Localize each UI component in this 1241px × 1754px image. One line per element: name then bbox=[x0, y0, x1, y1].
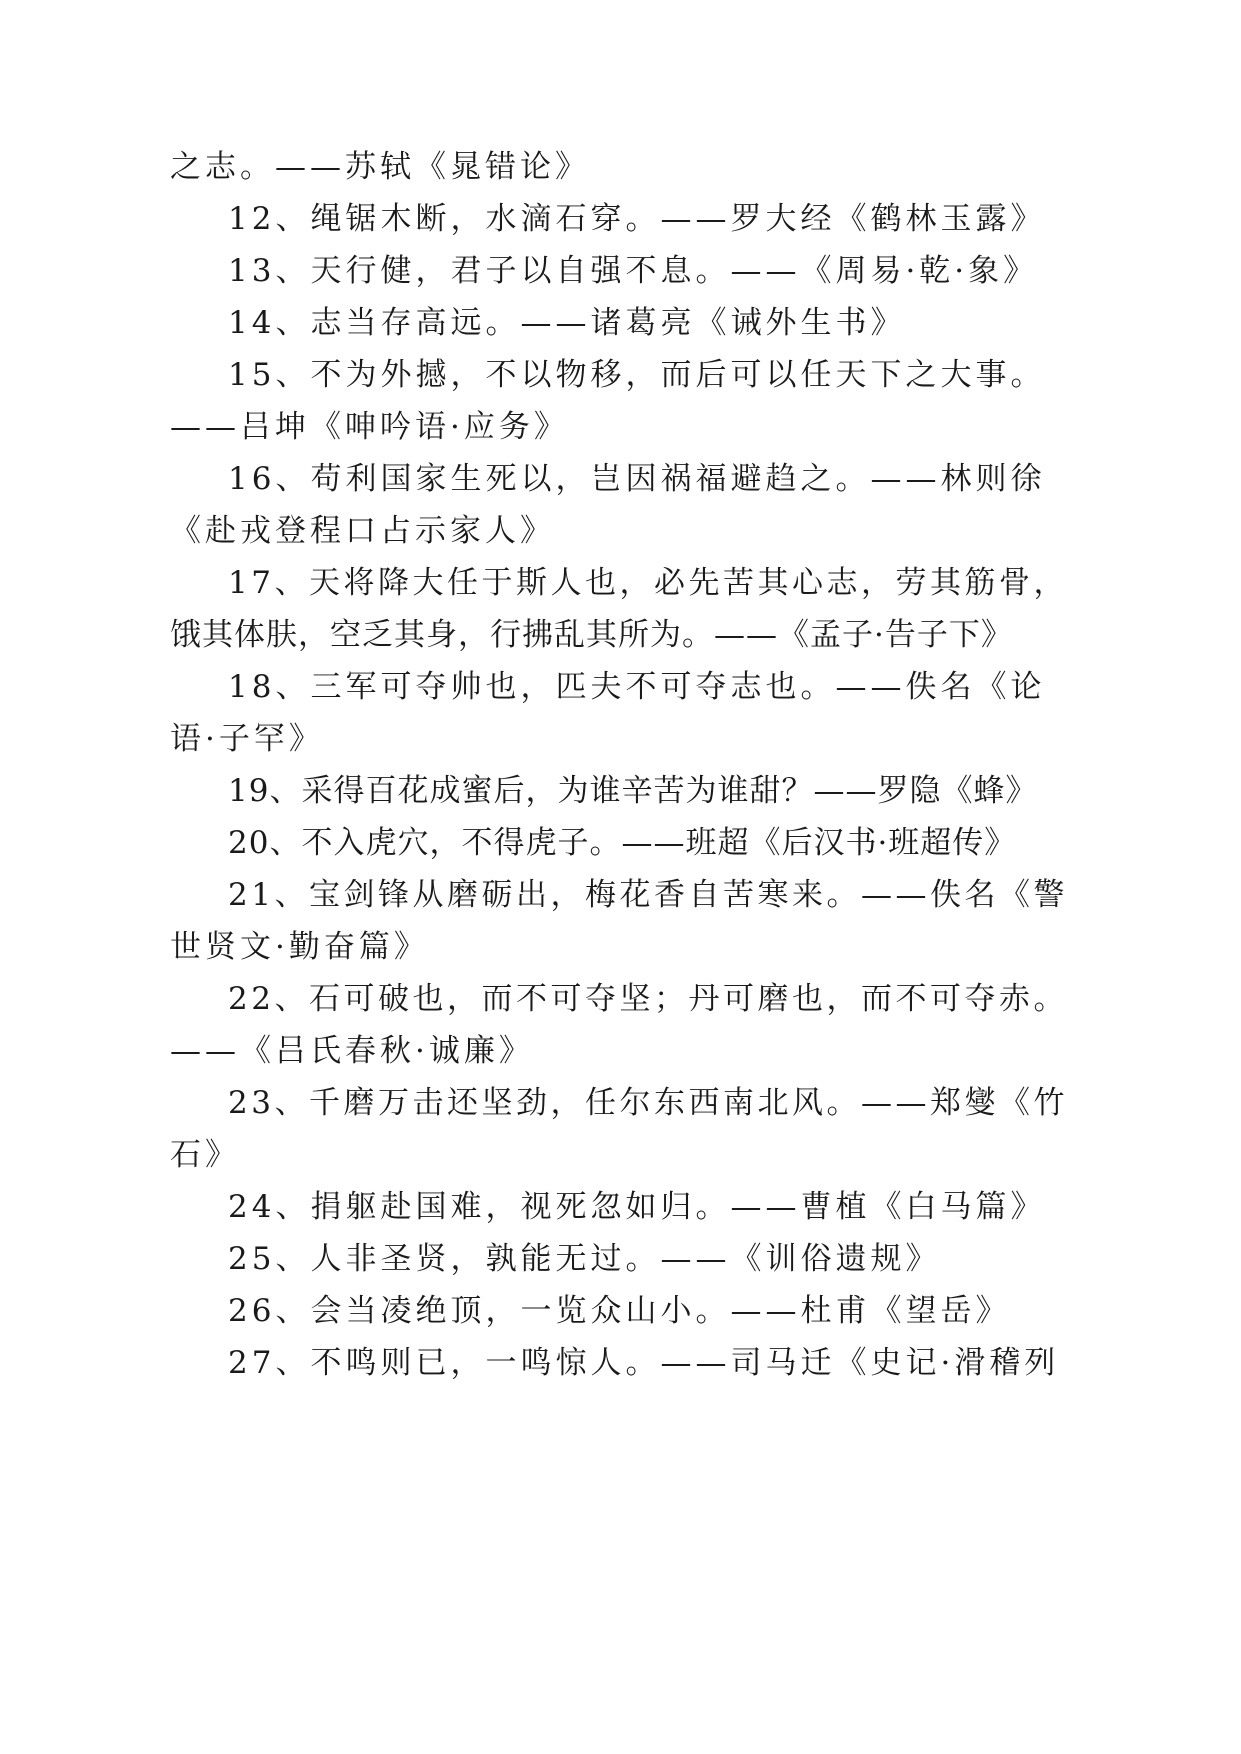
line-text: 22、石可破也，而不可夺坚；丹可磨也，而不可夺赤。 bbox=[228, 981, 1068, 1017]
text-line bbox=[0, 242, 1241, 300]
line-text: 24、捐躯赴国难，视死忽如归。——曹植《白马篇》 bbox=[228, 1189, 1046, 1225]
text-line bbox=[0, 1074, 1241, 1132]
line-text: 18、三军可夺帅也，匹夫不可夺志也。——佚名《论 bbox=[228, 669, 1046, 705]
text-line bbox=[0, 970, 1241, 1028]
text-line bbox=[0, 1334, 1241, 1392]
text-line bbox=[0, 1230, 1241, 1288]
line-text: 16、苟利国家生死以，岂因祸福避趋之。——林则徐 bbox=[228, 461, 1046, 497]
text-line bbox=[0, 502, 1241, 560]
line-text: 石》 bbox=[170, 1137, 240, 1173]
text-line bbox=[0, 138, 1241, 196]
line-text: 26、会当凌绝顶，一览众山小。——杜甫《望岳》 bbox=[228, 1293, 1011, 1329]
line-text: 21、宝剑锋从磨砺出，梅花香自苦寒来。——佚名《警 bbox=[228, 877, 1068, 913]
line-text: 饿其体肤，空乏其身，行拂乱其所为。——《孟子·告子下》 bbox=[170, 617, 1013, 653]
text-line bbox=[0, 762, 1241, 820]
text-line bbox=[0, 450, 1241, 508]
text-line bbox=[0, 658, 1241, 716]
text-line bbox=[0, 710, 1241, 768]
text-line bbox=[0, 190, 1241, 248]
line-text: ——《吕氏春秋·诚廉》 bbox=[170, 1033, 534, 1069]
text-line bbox=[0, 814, 1241, 872]
line-text: 19、采得百花成蜜后，为谁辛苦为谁甜？——罗隐《蜂》 bbox=[228, 773, 1038, 809]
line-text: 12、绳锯木断，水滴石穿。——罗大经《鹤林玉露》 bbox=[228, 201, 1046, 237]
line-text: 语·子罕》 bbox=[170, 721, 324, 757]
text-line bbox=[0, 606, 1241, 664]
text-line bbox=[0, 294, 1241, 352]
line-text: 20、不入虎穴，不得虎子。——班超《后汉书·班超传》 bbox=[228, 825, 1017, 861]
text-line bbox=[0, 1126, 1241, 1184]
line-text: 14、志当存高远。——诸葛亮《诫外生书》 bbox=[228, 305, 906, 341]
text-line bbox=[0, 346, 1241, 404]
text-line bbox=[0, 1282, 1241, 1340]
line-text: 世贤文·勤奋篇》 bbox=[170, 929, 429, 965]
text-line bbox=[0, 918, 1241, 976]
line-text: 13、天行健，君子以自强不息。——《周易·乾·象》 bbox=[228, 253, 1039, 289]
text-line bbox=[0, 1022, 1241, 1080]
line-text: 之志。——苏轼《晁错论》 bbox=[170, 149, 590, 185]
line-text: 27、不鸣则已，一鸣惊人。——司马迁《史记·滑稽列 bbox=[228, 1345, 1060, 1381]
line-text: ——吕坤《呻吟语·应务》 bbox=[170, 409, 569, 445]
line-text: 《赴戎登程口占示家人》 bbox=[170, 513, 555, 549]
text-line bbox=[0, 1178, 1241, 1236]
line-text: 23、千磨万击还坚劲，任尔东西南北风。——郑燮《竹 bbox=[228, 1085, 1068, 1121]
line-text: 17、天将降大任于斯人也，必先苦其心志，劳其筋骨， bbox=[228, 565, 1068, 601]
line-text: 25、人非圣贤，孰能无过。——《训俗遗规》 bbox=[228, 1241, 941, 1277]
text-line bbox=[0, 398, 1241, 456]
text-line bbox=[0, 866, 1241, 924]
line-text: 15、不为外撼，不以物移，而后可以任天下之大事。 bbox=[228, 357, 1046, 393]
text-line bbox=[0, 554, 1241, 612]
